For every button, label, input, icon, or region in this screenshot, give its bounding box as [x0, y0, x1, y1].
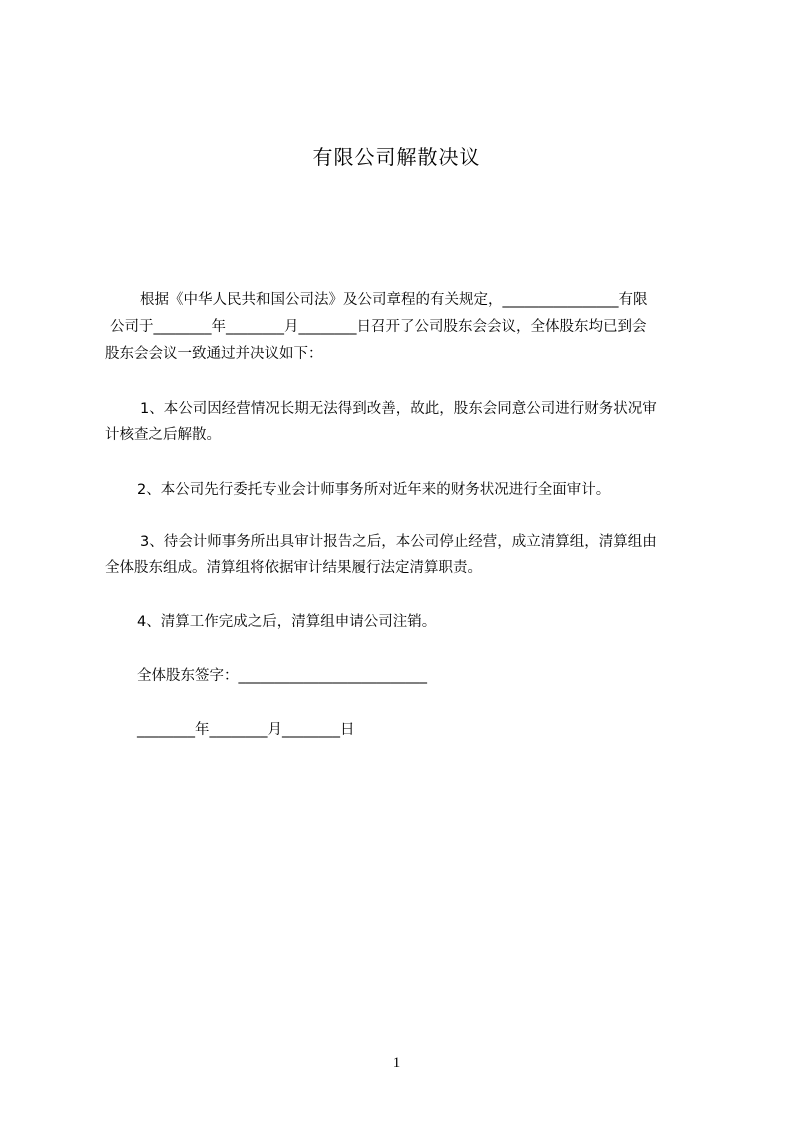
item-4-line-1: 4、清算工作完成之后，清算组申请公司注销。	[137, 614, 437, 630]
item-1-line-1: 1、本公司因经营情况长期无法得到改善，故此，股东会同意公司进行财务状况审	[140, 401, 657, 417]
intro-line-1: 根据《中华人民共和国公司法》及公司章程的有关规定，________________有限	[140, 292, 648, 308]
item-2-line-1: 2、本公司先行委托专业会计师事务所对近年来的财务状况进行全面审计。	[137, 482, 611, 498]
item-1-line-2: 计核查之后解散。	[105, 427, 221, 443]
item-3-line-1: 3、待会计师事务所出具审计报告之后，本公司停止经营，成立清算组，清算组由	[140, 534, 657, 550]
intro-line-2: 公司于________年________月________日召开了公司股东会会议，全体股东均已到会	[110, 319, 647, 335]
document-title: 有限公司解散决议	[312, 145, 481, 169]
item-3-line-2: 全体股东组成。清算组将依据审计结果履行法定清算职责。	[105, 560, 482, 576]
date-line: ________年________月________日	[137, 722, 355, 738]
signature-line: 全体股东签字：__________________________	[137, 668, 427, 684]
intro-line-3: 股东会会议一致通过并决议如下：	[105, 346, 323, 362]
page-number: 1	[392, 1055, 401, 1071]
